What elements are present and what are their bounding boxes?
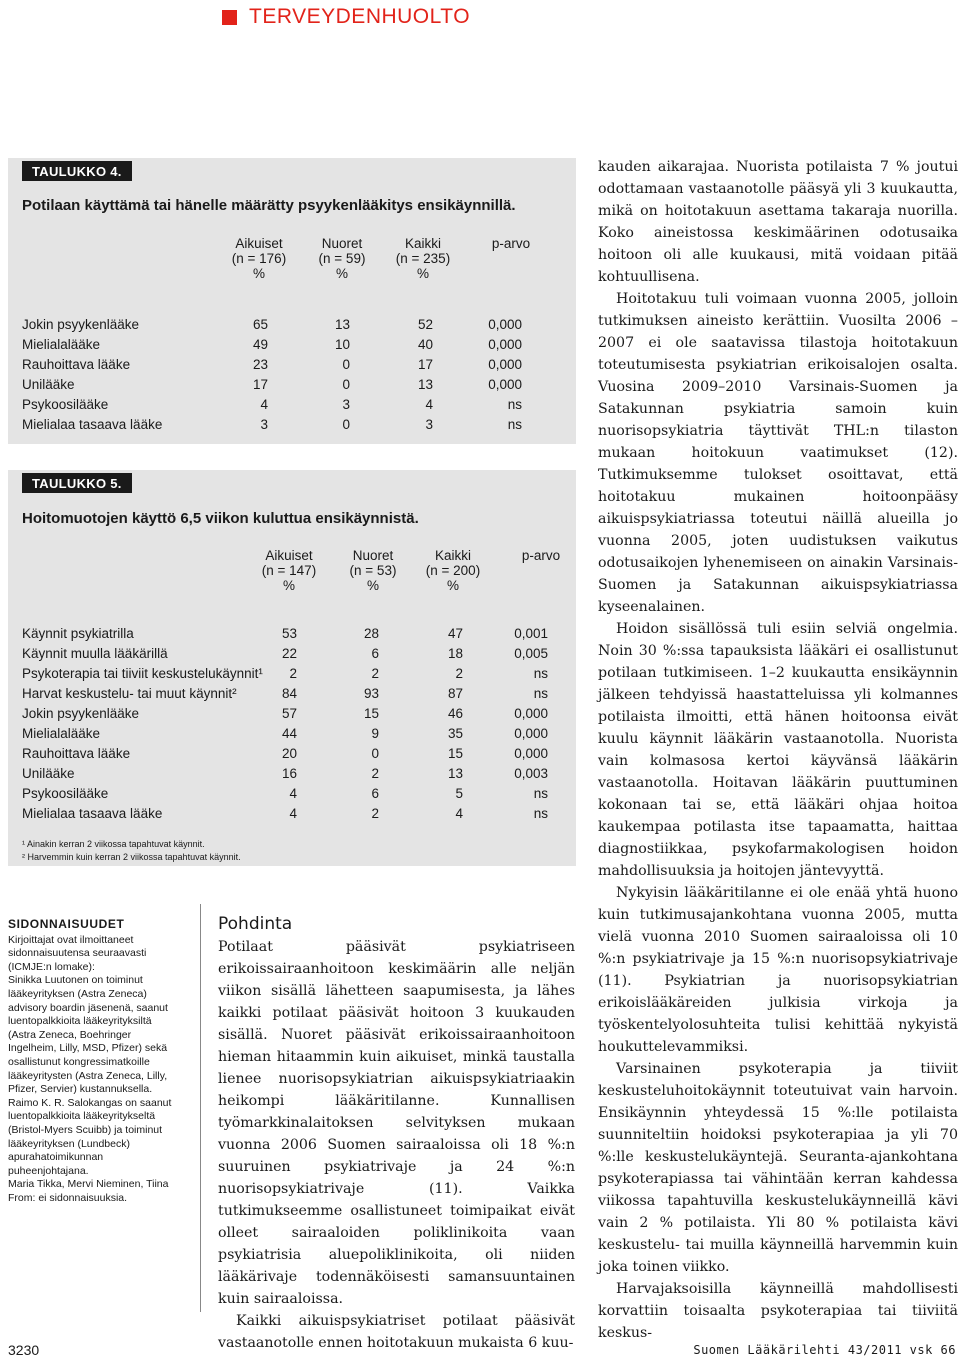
col-header: p-arvo	[491, 236, 531, 251]
table-cell: ns	[533, 686, 548, 701]
table-cell: 4	[260, 397, 268, 412]
table-cell: 2	[289, 666, 297, 681]
table-cell: 0,003	[514, 766, 548, 781]
table-cell: 18	[447, 646, 463, 661]
section-marker-square	[222, 10, 237, 25]
table-cell: ns	[533, 666, 548, 681]
discussion-column	[218, 912, 575, 1354]
disclosures-heading: SIDONNAISUUDET	[8, 917, 125, 931]
table-cell: 46	[447, 706, 463, 721]
table-cell: 0	[342, 417, 350, 432]
table-cell: 84	[281, 686, 297, 701]
disclosures-box	[8, 918, 178, 1205]
row-label: Psykoterapia tai tiiviit keskustelukäynnit¹	[22, 666, 263, 681]
table-cell: 40	[417, 337, 433, 352]
table-5	[8, 470, 576, 866]
table-row	[8, 664, 576, 684]
table-cell: 4	[289, 786, 297, 801]
table-cell: 13	[447, 766, 463, 781]
table-cell: 17	[252, 377, 268, 392]
body-paragraph: Hoitotakuu tuli voimaan vuonna 2005, jolloin tutkimuksen aineisto kerättiin. Vuosilta 2006 – 2007 ei ole saatavissa tilastoja hoitotakuun toteutumisesta psykiatrian erikoisalojen osalta. Vuosina 2009–2010 Varsinais-Suomen ja Satakunnan psykiatria samoin kuin nuorisopsykiatria täyttivät THL:n tilaston mukaan hoitokuun vaatimukset (12). Tutkimuksemme tulokset osoittavat, että hoitotakuu mukainen hoitoonpääsy aikuispsykiatriassa toteutui näillä alueilla jo vuonna 2005, joten uudistuksen vaikutus odotusaikojen lyhenemiseen on ainakin Varsinais-Suomen ja Satakunnan aikuispsykiatriassa kyseenalainen.	[598, 291, 958, 615]
journal-name: Suomen Lääkärilehti 43/2011 vsk 66	[693, 1343, 956, 1357]
table-row	[8, 415, 576, 435]
right-column	[598, 156, 958, 1344]
row-label: Mielialalääke	[22, 337, 101, 352]
table-cell: 13	[334, 317, 350, 332]
table-cell: 3	[260, 417, 268, 432]
table-row	[8, 804, 576, 824]
table-cell: 13	[417, 377, 433, 392]
row-label: Unilääke	[22, 377, 75, 392]
table-note: ¹ Ainakin kerran 2 viikossa tapahtuvat käynnit.	[22, 839, 205, 849]
row-label: Psykoosilääke	[22, 397, 109, 412]
row-label: Psykoosilääke	[22, 786, 109, 801]
table-row	[8, 764, 576, 784]
table-row	[8, 395, 576, 415]
table-cell: 0,000	[514, 706, 548, 721]
table-cell: 3	[425, 417, 433, 432]
body-paragraph: Kaikki aikuispsykiatriset potilaat pääsivät vastaanotolle ennen hoitotakuun mukaista 6 kuu-	[218, 1313, 575, 1351]
table-cell: ns	[533, 786, 548, 801]
table-cell: 16	[281, 766, 297, 781]
table-5-title: Hoitomuotojen käyttö 6,5 viikon kuluttua ensikäynnistä.	[22, 510, 419, 527]
section-title: TERVEYDENHUOLTO	[249, 5, 471, 28]
table-cell: 44	[281, 726, 297, 741]
disclosure-paragraph: Sinikka Luutonen on toiminut lääkeyrityksen (Astra Zeneca) advisory boardin jäsenenä, saanut luentopalkkioita lääkeyrityksiltä (Astra Zeneca, Boehringer Ingelheim, Lilly, MSD, Pfizer) sekä osallistunut kongressimatkoille lääkeyritysten (Astra Zeneca, Lilly, Pfizer, Servier) kustannuksella.	[8, 974, 168, 1096]
table-cell: 4	[289, 806, 297, 821]
table-cell: 3	[342, 397, 350, 412]
table-4	[8, 158, 576, 444]
table-row	[8, 624, 576, 644]
table-cell: 53	[281, 626, 297, 641]
body-paragraph: Potilaat pääsivät psykiatriseen erikoissairaanhoitoon keskimäärin alle neljän viikon sisällä lähetteen saapumisesta, ja lähes kaikki potilaat pääsivät hoitoon 3 kuukauden sisällä. Nuoret pääsivät erikoissairaanhoitoon hieman hitaammin kuin aikuiset, minkä taustalla lienee nuorisopsykiatrian aikuispsykiatriaakin heikompi lääkäritilanne. Kunnallisen työmarkkinalaitoksen selvityksen mukaan vuonna 2006 Suomen sairaaloissa oli 18 %:n suuruinen psykiatrivaje ja 24 %:n nuorisopsykiatrivaje (11). Vaikka tutkimukseemme osallistuneet toimipaikat eivät olleet sairaaloiden poliklinikoita vaan psykiatrisia aluepoliklinikoita, oli niiden lääkärivaje todennäköisesti samansuuntainen kuin sairaaloissa.	[218, 939, 575, 1307]
body-paragraph: Harvajaksoisilla käynneillä mahdollisesti korvattiin toisaalta psykoterapiaa tai tiiviitä keskus-	[598, 1281, 958, 1341]
table-5-tag: TAULUKKO 5.	[22, 473, 132, 493]
row-label: Harvat keskustelu- tai muut käynnit²	[22, 686, 237, 701]
table-cell: 93	[363, 686, 379, 701]
table-cell: 5	[455, 786, 463, 801]
table-cell: ns	[533, 806, 548, 821]
row-label: Jokin psyykenlääke	[22, 706, 140, 721]
table-row	[8, 375, 576, 395]
table-cell: 49	[252, 337, 268, 352]
table-cell: 2	[371, 666, 379, 681]
table-row	[8, 644, 576, 664]
body-paragraph: Varsinainen psykoterapia ja tiiviit keskusteluhoitokäynnit toteutuivat vain harvoin. Ensikäynnin yhteydessä 15 %:lle potilaista suunniteltiin hoidoksi psykoterapiaa ja yli 70 %:lle keskustelukäyntejä. Seuranta-ajankohtana psykoterapiassa tai vähintään kerran kahdessa viikossa tapahtuvilla keskustelukäynneillä kävi vain 2 % potilaista. Yli 80 % potilaista kävi keskustelu- tai muilla käynneillä harvemmin kuin joka toinen viikko.	[598, 1061, 958, 1275]
table-cell: 0,000	[488, 377, 522, 392]
table-cell: 0	[342, 357, 350, 372]
table-cell: 2	[371, 766, 379, 781]
table-cell: 6	[371, 646, 379, 661]
page-footer	[0, 1340, 960, 1362]
table-cell: 28	[363, 626, 379, 641]
col-header: Kaikki (n = 235) %	[395, 236, 451, 281]
disclosure-paragraph: Kirjoittajat ovat ilmoittaneet sidonnaisuutensa seuraavasti (ICMJE:n lomake):	[8, 933, 147, 973]
table-cell: 2	[455, 666, 463, 681]
table-cell: 23	[252, 357, 268, 372]
body-paragraph: Hoidon sisällössä tuli esiin selviä ongelmia. Noin 30 %:ssa tapauksista lääkäri ei osallistunut potilaan tutkimiseen. 1–2 kuukautta ensikäynnin jälkeen tehdyissä haastatteluissa yli kolmannes potilaista ilmoitti, että hänen hoitoonsa eivät kuulu käynnit lääkärin vastaanotolla. Nuorista vain kolmasosa kertoi käyvänsä lääkärin vastaanotolla. Hoitavan lääkärin puuttuminen kokonaan tai se, että lääkäri ohjaa hoitoa kaukempaa potilasta itse tapaamatta, haittaa diagnostiikkaa, psykofarmakologisen hoidon mahdollisuuksia ja hoitojen jäntevyyttä.	[598, 621, 958, 879]
col-header: Aikuiset (n = 147) %	[261, 548, 317, 593]
table-4-tag: TAULUKKO 4.	[22, 161, 132, 181]
table-cell: 0,000	[488, 317, 522, 332]
table-cell: 0,000	[488, 357, 522, 372]
table-row	[8, 704, 576, 724]
col-header: Aikuiset (n = 176) %	[231, 236, 287, 281]
row-label: Mielialalääke	[22, 726, 101, 741]
body-paragraph: Nykyisin lääkäritilanne ei ole enää yhtä huono kuin tutkimusajankohtana vuonna 2005, mutta vielä vuonna 2010 Suomen sairaaloissa oli 10 %:n psykiatrivaje ja 15 %:n nuorisopsykiatrivaje (11). Psykiatrian ja nuorisopsykiatrian erikoislääkäreiden julkisia virkoja ja työskentelyolosuhteita tulisi kehittää nykyistä houkuttelevammiksi.	[598, 885, 958, 1055]
table-cell: 10	[334, 337, 350, 352]
column-divider	[200, 904, 201, 1312]
table-cell: 17	[417, 357, 433, 372]
table-cell: 15	[447, 746, 463, 761]
table-cell: 2	[371, 806, 379, 821]
table-cell: 0	[371, 746, 379, 761]
table-cell: 35	[447, 726, 463, 741]
disclosure-paragraph: Maria Tikka, Mervi Nieminen, Tiina From: ei sidonnaisuuksia.	[8, 1178, 169, 1204]
table-row	[8, 724, 576, 744]
section-header	[222, 4, 470, 30]
table-cell: 0,000	[514, 746, 548, 761]
table-cell: 52	[417, 317, 433, 332]
table-row	[8, 315, 576, 335]
col-header: Nuoret (n = 59) %	[318, 236, 366, 281]
col-header: p-arvo	[521, 548, 561, 563]
table-cell: 47	[447, 626, 463, 641]
disclosure-paragraph: Raimo K. R. Salokangas on saanut luentopalkkioita lääkeyritykseltä (Bristol-Myers Scuibb) ja toiminut lääkeyrityksen (Lundbeck) apurahatoimikunnan puheenjohtajana.	[8, 1096, 172, 1177]
table-cell: 0,005	[514, 646, 548, 661]
table-cell: 4	[425, 397, 433, 412]
body-paragraph: kauden aikarajaa. Nuorista potilaista 7 % joutui odottamaan vastaanotolle pääsyä yli 3 kuukautta, mikä on hoitotakuun asettama takaraja nuorilla. Koko aineistossa keskimäärinen odotusaika hoitoon oli alle kuukausi, mitä voidaan pitää kohtuullisena.	[598, 159, 958, 285]
page-number: 3230	[8, 1342, 40, 1358]
table-cell: 0,001	[514, 626, 548, 641]
table-cell: ns	[507, 417, 522, 432]
table-cell: 4	[455, 806, 463, 821]
row-label: Mielialaa tasaava lääke	[22, 806, 163, 821]
table-cell: 15	[363, 706, 379, 721]
table-note: ² Harvemmin kuin kerran 2 viikossa tapahtuvat käynnit.	[22, 852, 241, 862]
discussion-heading: Pohdinta	[218, 914, 293, 934]
row-label: Rauhoittava lääke	[22, 357, 131, 372]
table-cell: 9	[371, 726, 379, 741]
table-row	[8, 355, 576, 375]
row-label: Mielialaa tasaava lääke	[22, 417, 163, 432]
row-label: Käynnit muulla lääkärillä	[22, 646, 168, 661]
table-cell: 0	[342, 377, 350, 392]
col-header: Kaikki (n = 200) %	[425, 548, 481, 593]
table-cell: 20	[281, 746, 297, 761]
table-cell: 6	[371, 786, 379, 801]
row-label: Rauhoittava lääke	[22, 746, 131, 761]
row-label: Käynnit psykiatrilla	[22, 626, 134, 641]
table-cell: 87	[447, 686, 463, 701]
row-label: Jokin psyykenlääke	[22, 317, 140, 332]
table-row	[8, 744, 576, 764]
row-label: Unilääke	[22, 766, 75, 781]
table-cell: 22	[281, 646, 297, 661]
table-4-title: Potilaan käyttämä tai hänelle määrätty psyykenlääkitys ensikäynnillä.	[22, 197, 516, 214]
table-row	[8, 335, 576, 355]
col-header: Nuoret (n = 53) %	[349, 548, 397, 593]
table-row	[8, 684, 576, 704]
table-cell: 0,000	[488, 337, 522, 352]
table-cell: 57	[281, 706, 297, 721]
table-cell: ns	[507, 397, 522, 412]
table-cell: 0,000	[514, 726, 548, 741]
table-cell: 65	[252, 317, 268, 332]
table-row	[8, 784, 576, 804]
